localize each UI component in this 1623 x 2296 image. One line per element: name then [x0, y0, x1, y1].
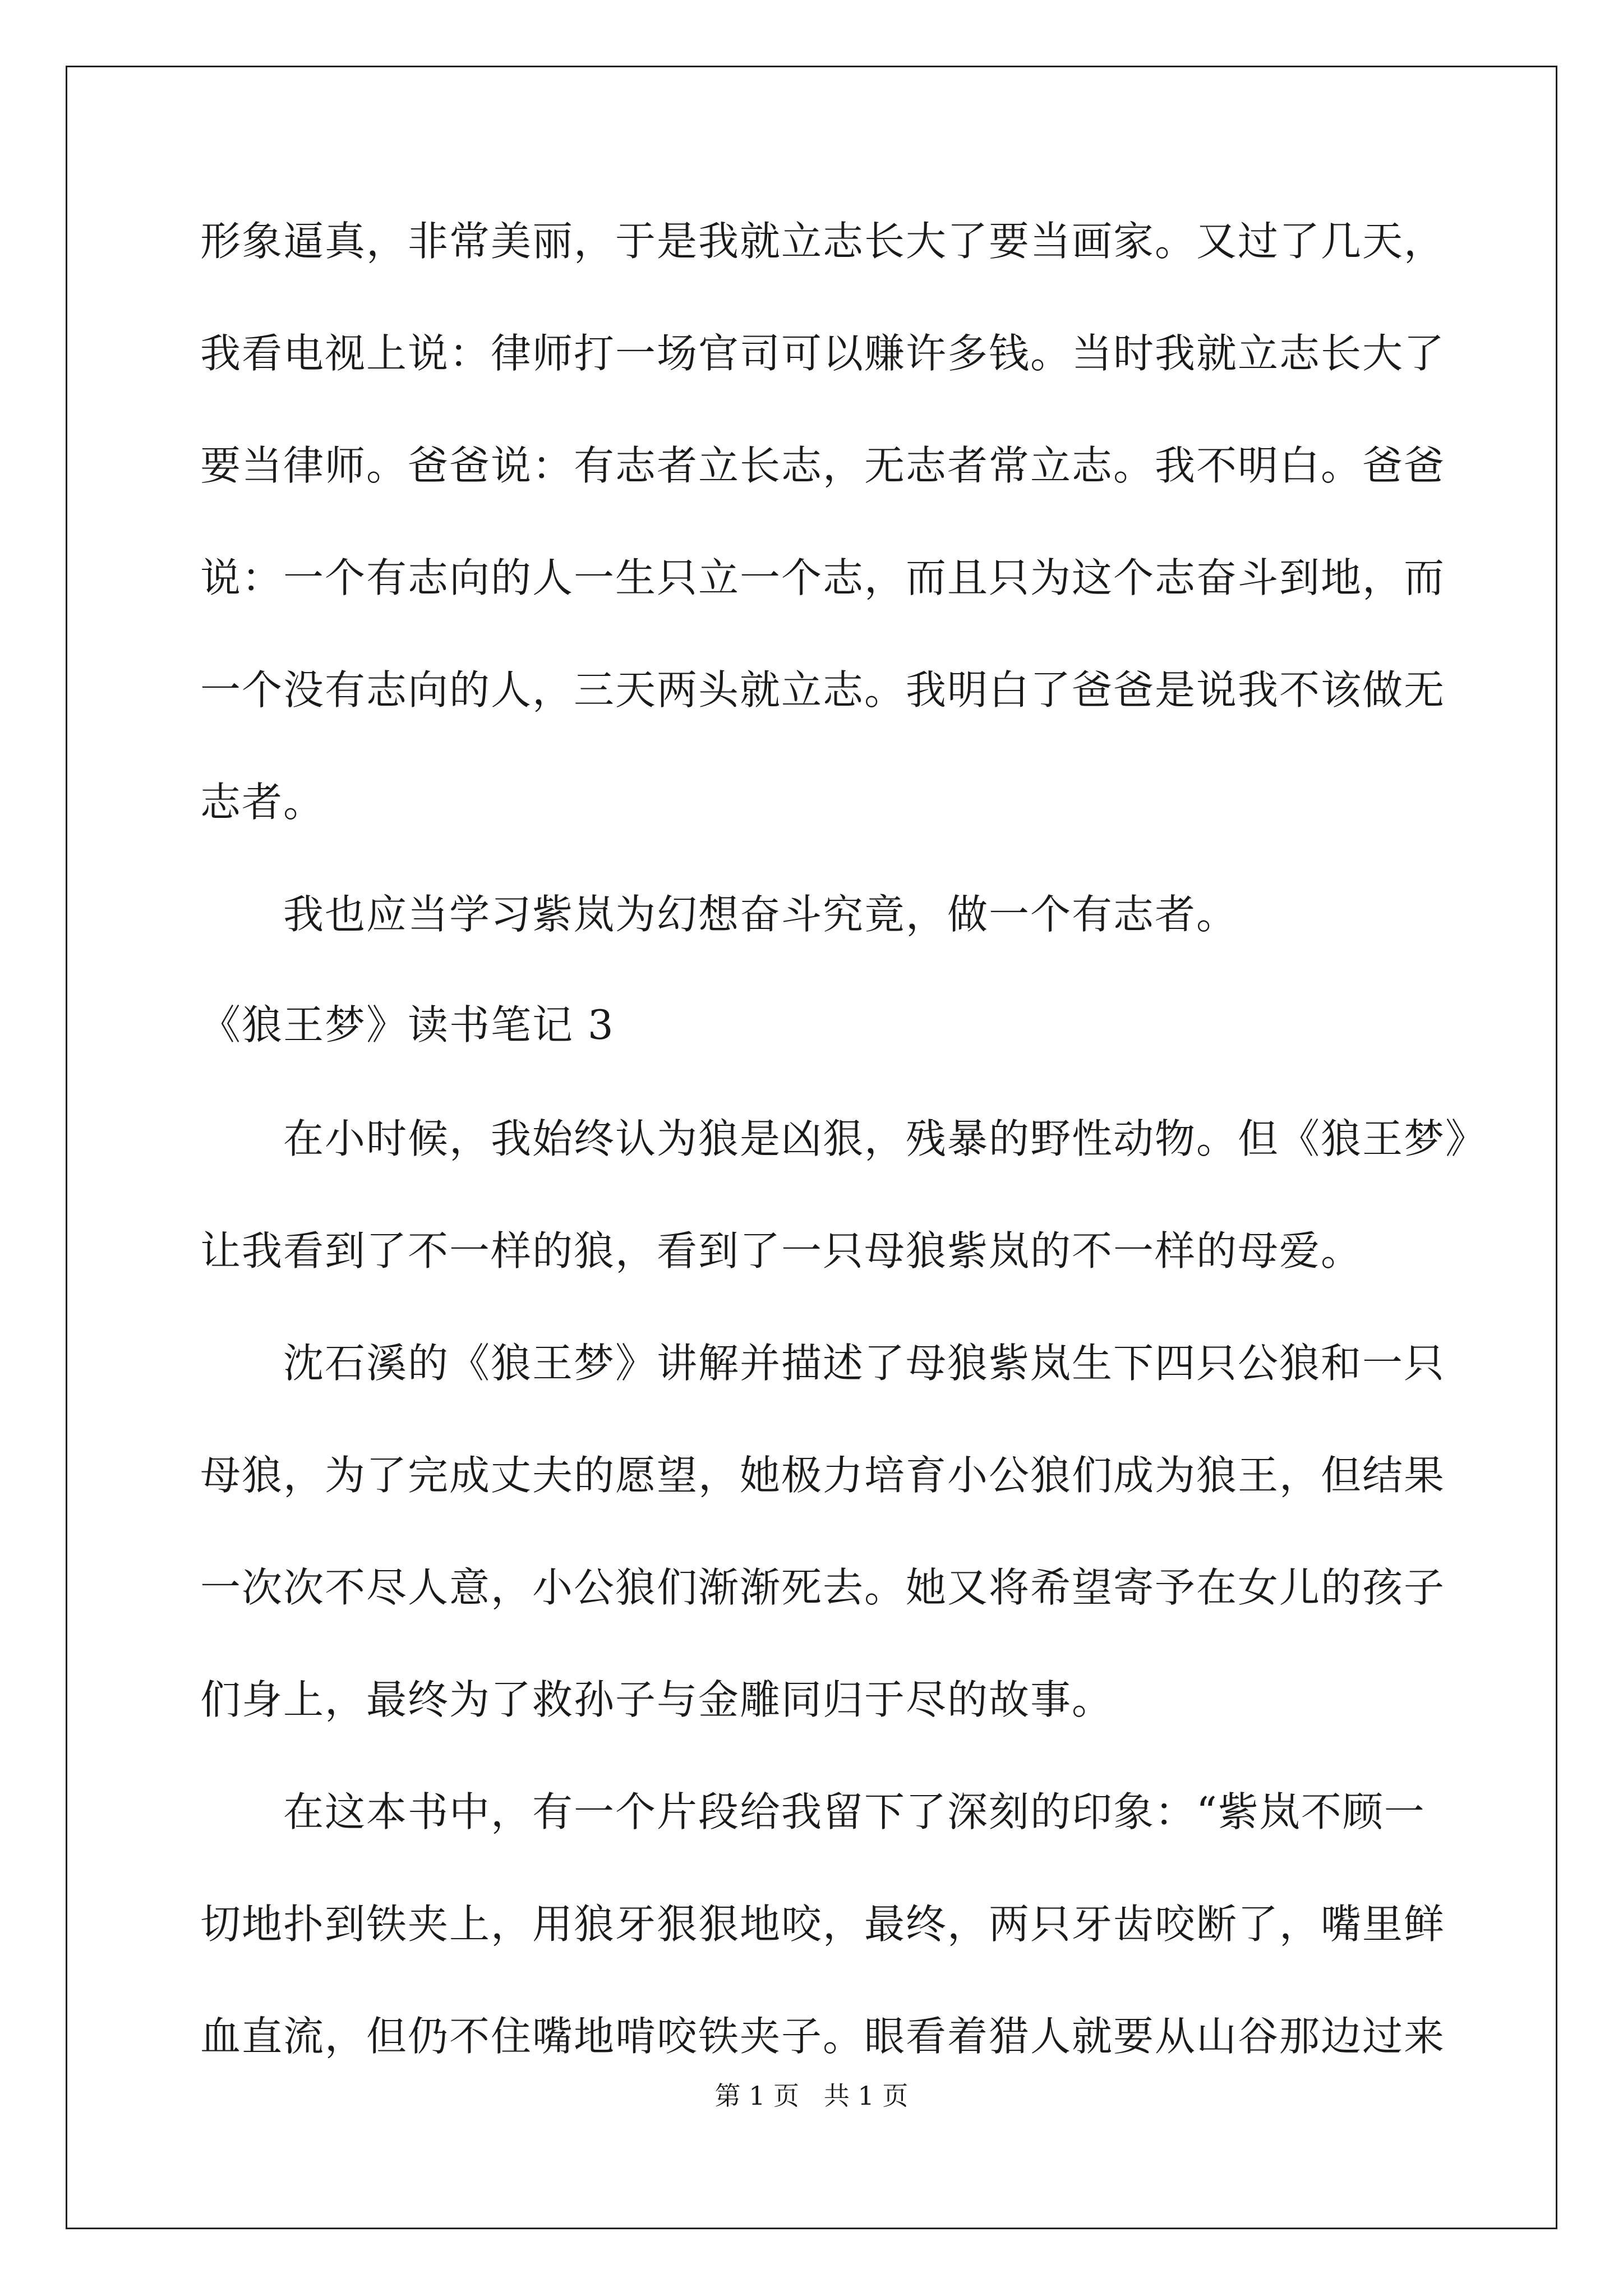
paragraph-line: 我看电视上说：律师打一场官司可以赚许多钱。当时我就立志长大了	[200, 330, 1446, 377]
paragraph-line: 让我看到了不一样的狼，看到了一只母狼紫岚的不一样的母爱。	[200, 1227, 1363, 1274]
paragraph-line: 母狼，为了完成丈夫的愿望，她极力培育小公狼们成为狼王，但结果	[200, 1452, 1446, 1499]
paragraph-line: 在这本书中，有一个片段给我留下了深刻的印象：“紫岚不顾一	[283, 1788, 1426, 1835]
paragraph-line: 切地扑到铁夹上，用狼牙狠狠地咬，最终，两只牙齿咬断了，嘴里鲜	[200, 1901, 1446, 1948]
paragraph-line: 一次次不尽人意，小公狼们渐渐死去。她又将希望寄予在女儿的孩子	[200, 1564, 1446, 1611]
section-heading: 《狼王梦》读书笔记 3	[200, 1001, 615, 1048]
paragraph-line: 我也应当学习紫岚为幻想奋斗究竟，做一个有志者。	[283, 891, 1238, 938]
paragraph-line: 形象逼真，非常美丽，于是我就立志长大了要当画家。又过了几天，	[200, 218, 1446, 265]
paragraph-line: 要当律师。爸爸说：有志者立长志，无志者常立志。我不明白。爸爸	[200, 442, 1446, 489]
paragraph-line: 志者。	[200, 779, 325, 826]
paragraph-line: 沈石溪的《狼王梦》讲解并描述了母狼紫岚生下四只公狼和一只	[283, 1340, 1446, 1387]
paragraph-line: 们身上，最终为了救孙子与金雕同归于尽的故事。	[200, 1676, 1114, 1723]
paragraph-line: 一个没有志向的人，三天两头就立志。我明白了爸爸是说我不该做无	[200, 666, 1446, 714]
paragraph-line: 血直流，但仍不住嘴地啃咬铁夹子。眼看着猎人就要从山谷那边过来	[200, 2013, 1446, 2060]
paragraph-line: 说：一个有志向的人一生只立一个志，而且只为这个志奋斗到地，而	[200, 554, 1446, 601]
page-footer: 第 1 页 共 1 页	[714, 2081, 909, 2111]
paragraph-line: 在小时候，我始终认为狼是凶狠，残暴的野性动物。但《狼王梦》	[283, 1115, 1487, 1162]
